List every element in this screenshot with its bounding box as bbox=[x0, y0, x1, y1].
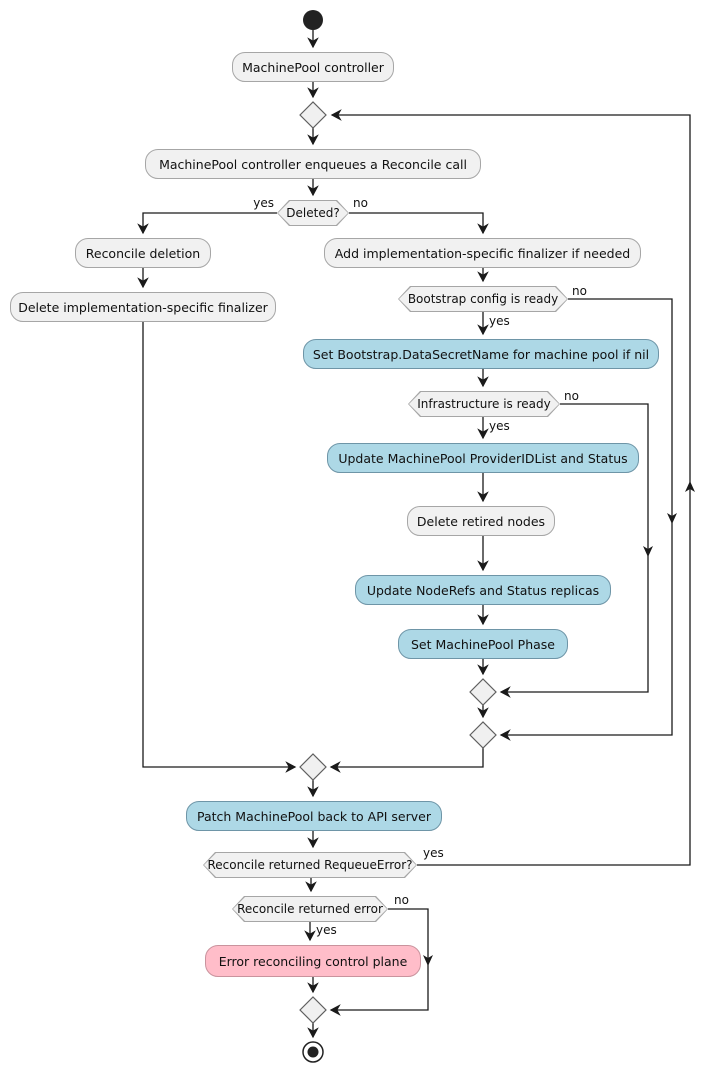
edge-label-deleted-yes: yes bbox=[253, 196, 274, 210]
activity-label: Add implementation-specific finalizer if needed bbox=[334, 245, 631, 261]
edge-label-infra-no: no bbox=[564, 389, 579, 403]
decision-label: Reconcile returned error bbox=[237, 902, 383, 916]
decision-label: Reconcile returned RequeueError? bbox=[207, 858, 413, 872]
activity-label: Update NodeRefs and Status replicas bbox=[366, 582, 600, 598]
edge-deleted-yes bbox=[143, 213, 277, 233]
activity-delete-retired-nodes bbox=[407, 506, 555, 536]
edge-delete-finalizer-to-merge4 bbox=[143, 322, 295, 767]
edge-label-bootstrap-no: no bbox=[572, 284, 587, 298]
activity-label: Reconcile deletion bbox=[85, 245, 201, 261]
activity-delete-finalizer bbox=[10, 292, 276, 322]
activity-label: Error reconciling control plane bbox=[218, 953, 408, 969]
activity-label: Delete retired nodes bbox=[416, 513, 546, 529]
activity-patch-machinepool bbox=[186, 801, 442, 831]
activity-label: MachinePool controller bbox=[242, 59, 384, 75]
activity-update-providerid-list bbox=[327, 443, 639, 473]
decision-deleted bbox=[277, 200, 349, 226]
edge-label-deleted-no: no bbox=[353, 196, 368, 210]
activity-label: Patch MachinePool back to API server bbox=[197, 808, 431, 824]
edge-merge3-to-merge4 bbox=[331, 748, 483, 767]
decision-label: Bootstrap config is ready bbox=[407, 292, 559, 306]
decision-returned-error bbox=[232, 896, 388, 922]
activity-enqueue-reconcile bbox=[145, 149, 481, 179]
decision-requeue-error bbox=[203, 852, 417, 878]
decision-label: Infrastructure is ready bbox=[417, 397, 551, 411]
edge-label-requeue-yes: yes bbox=[423, 846, 444, 860]
activity-label: Set Bootstrap.DataSecretName for machine pool if nil bbox=[312, 346, 650, 362]
edge-requeue-yes-loop bbox=[332, 115, 690, 865]
decision-bootstrap-ready bbox=[398, 286, 568, 312]
merge-diamond-top bbox=[300, 102, 326, 128]
edge-deleted-no bbox=[349, 213, 483, 233]
edge-label-error-yes: yes bbox=[316, 923, 337, 937]
end-node-dot bbox=[308, 1047, 319, 1058]
activity-label: MachinePool controller enqueues a Reconcile call bbox=[159, 156, 467, 172]
merge-diamond-error bbox=[300, 997, 326, 1023]
decision-label: Deleted? bbox=[286, 206, 340, 220]
decision-infrastructure-ready bbox=[408, 391, 560, 417]
edge-label-bootstrap-yes: yes bbox=[489, 314, 510, 328]
activity-error-reconciling bbox=[205, 945, 421, 977]
merge-diamond-bootstrap bbox=[470, 722, 496, 748]
activity-set-machinepool-phase bbox=[398, 629, 568, 659]
edge-label-error-no: no bbox=[394, 893, 409, 907]
activity-label: Set MachinePool Phase bbox=[411, 636, 555, 652]
activity-update-noderefs bbox=[355, 575, 611, 605]
merge-diamond-branches bbox=[300, 754, 326, 780]
start-node bbox=[303, 10, 323, 30]
merge-diamond-infra bbox=[470, 679, 496, 705]
activity-machinepool-controller bbox=[232, 52, 394, 82]
activity-add-finalizer bbox=[324, 238, 641, 268]
activity-set-bootstrap-datasecretname bbox=[303, 339, 659, 369]
activity-reconcile-deletion bbox=[75, 238, 211, 268]
activity-label: Update MachinePool ProviderIDList and Status bbox=[338, 450, 628, 466]
activity-label: Delete implementation-specific finalizer bbox=[18, 299, 268, 315]
edge-label-infra-yes: yes bbox=[489, 419, 510, 433]
